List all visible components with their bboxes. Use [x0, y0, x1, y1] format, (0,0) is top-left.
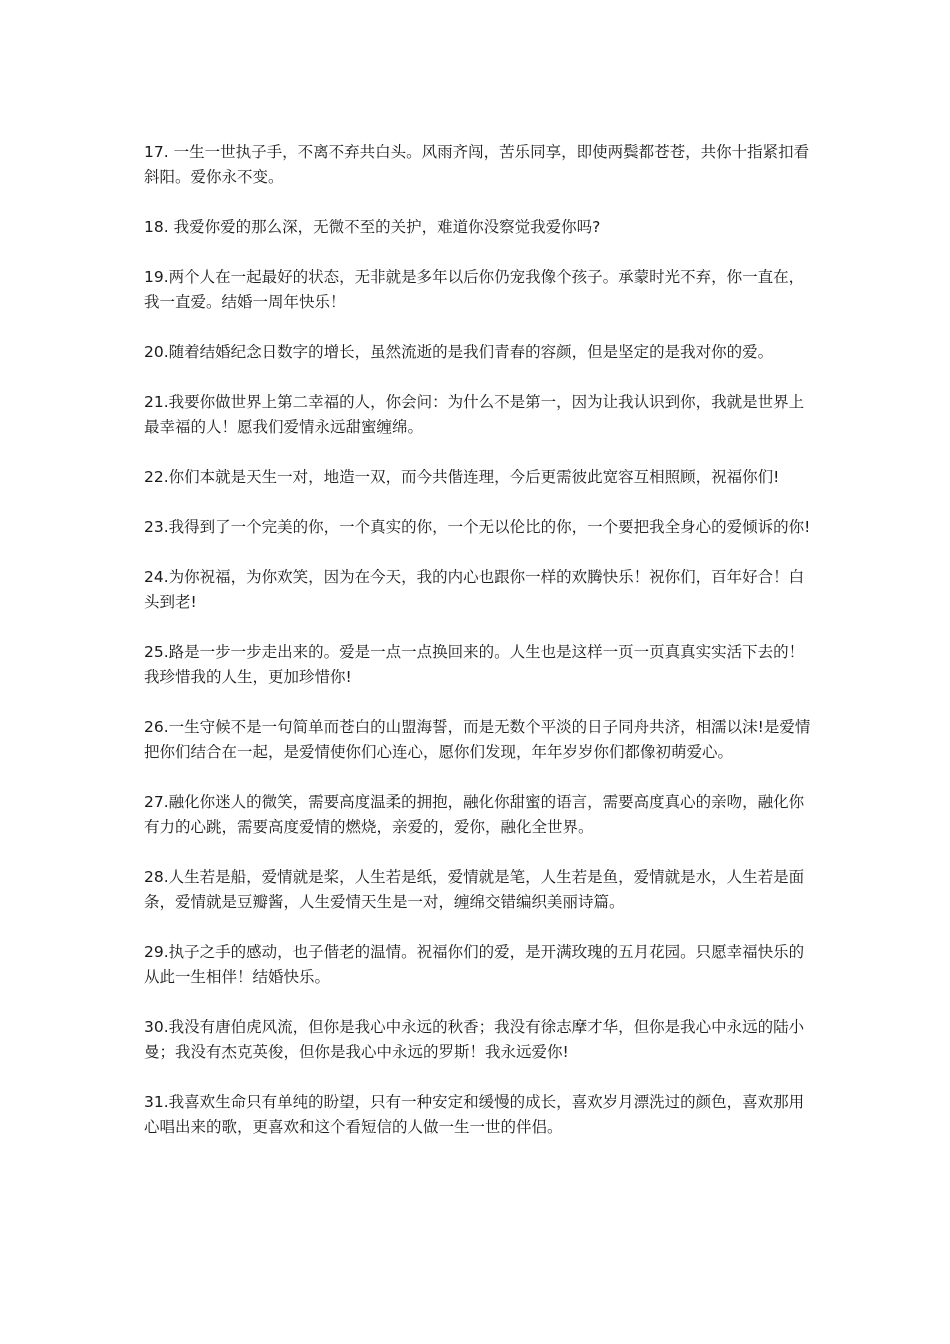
paragraph-19: 19.两个人在一起最好的状态，无非就是多年以后你仍宠我像个孩子。承蒙时光不弃，你一直在，我一直爱。结婚一周年快乐！ — [144, 268, 805, 311]
paragraph-23: 23.我得到了一个完美的你，一个真实的你，一个无以伦比的你，一个要把我全身心的爱倾诉的你! — [144, 518, 811, 536]
paragraph-30: 30.我没有唐伯虎风流，但你是我心中永远的秋香；我没有徐志摩才华，但你是我心中永远的陆小曼；我没有杰克英俊，但你是我心中永远的罗斯！我永远爱你! — [144, 1018, 805, 1061]
paragraph-18: 18. 我爱你爱的那么深，无微不至的关护，难道你没察觉我爱你吗? — [144, 218, 601, 236]
paragraph-20: 20.随着结婚纪念日数字的增长，虽然流逝的是我们青春的容颜，但是坚定的是我对你的爱。 — [144, 343, 774, 361]
paragraph-31: 31.我喜欢生命只有单纯的盼望，只有一种安定和缓慢的成长，喜欢岁月漂洗过的颜色，喜欢那用心唱出来的歌，更喜欢和这个看短信的人做一生一世的伴侣。 — [144, 1093, 805, 1136]
paragraph-17: 17. 一生一世执子手，不离不弃共白头。风雨齐闯，苦乐同享，即使两鬓都苍苍，共你十指紧扣看斜阳。爱你永不变。 — [144, 143, 810, 186]
paragraph-27: 27.融化你迷人的微笑，需要高度温柔的拥抱，融化你甜蜜的语言，需要高度真心的亲吻，融化你有力的心跳，需要高度爱情的燃烧，亲爱的，爱你，融化全世界。 — [144, 793, 805, 836]
paragraph-25: 25.路是一步一步走出来的。爱是一点一点换回来的。人生也是这样一页一页真真实实活下去的！我珍惜我的人生，更加珍惜你! — [144, 643, 805, 686]
paragraph-21: 21.我要你做世界上第二幸福的人，你会问：为什么不是第一，因为让我认识到你，我就是世界上最幸福的人！愿我们爱情永远甜蜜缠绵。 — [144, 393, 805, 436]
paragraph-29: 29.执子之手的感动，也子偕老的温情。祝福你们的爱，是开满玫瑰的五月花园。只愿幸福快乐的从此一生相伴！结婚快乐。 — [144, 943, 805, 986]
paragraph-24: 24.为你祝福，为你欢笑，因为在今天，我的内心也跟你一样的欢腾快乐！祝你们，百年好合！白头到老! — [144, 568, 805, 611]
document-body — [144, 140, 816, 1165]
paragraph-26: 26.一生守候不是一句简单而苍白的山盟海誓，而是无数个平淡的日子同舟共济，相濡以沫!是爱情把你们结合在一起，是爱情使你们心连心，愿你们发现，年年岁岁你们都像初萌爱心。 — [144, 718, 811, 761]
paragraph-28: 28.人生若是船，爱情就是桨，人生若是纸，爱情就是笔，人生若是鱼，爱情就是水，人生若是面条，爱情就是豆瓣酱，人生爱情天生是一对，缠绵交错编织美丽诗篇。 — [144, 868, 805, 911]
paragraph-22: 22.你们本就是天生一对，地造一双，而今共偕连理，今后更需彼此宽容互相照顾，祝福你们! — [144, 468, 780, 486]
